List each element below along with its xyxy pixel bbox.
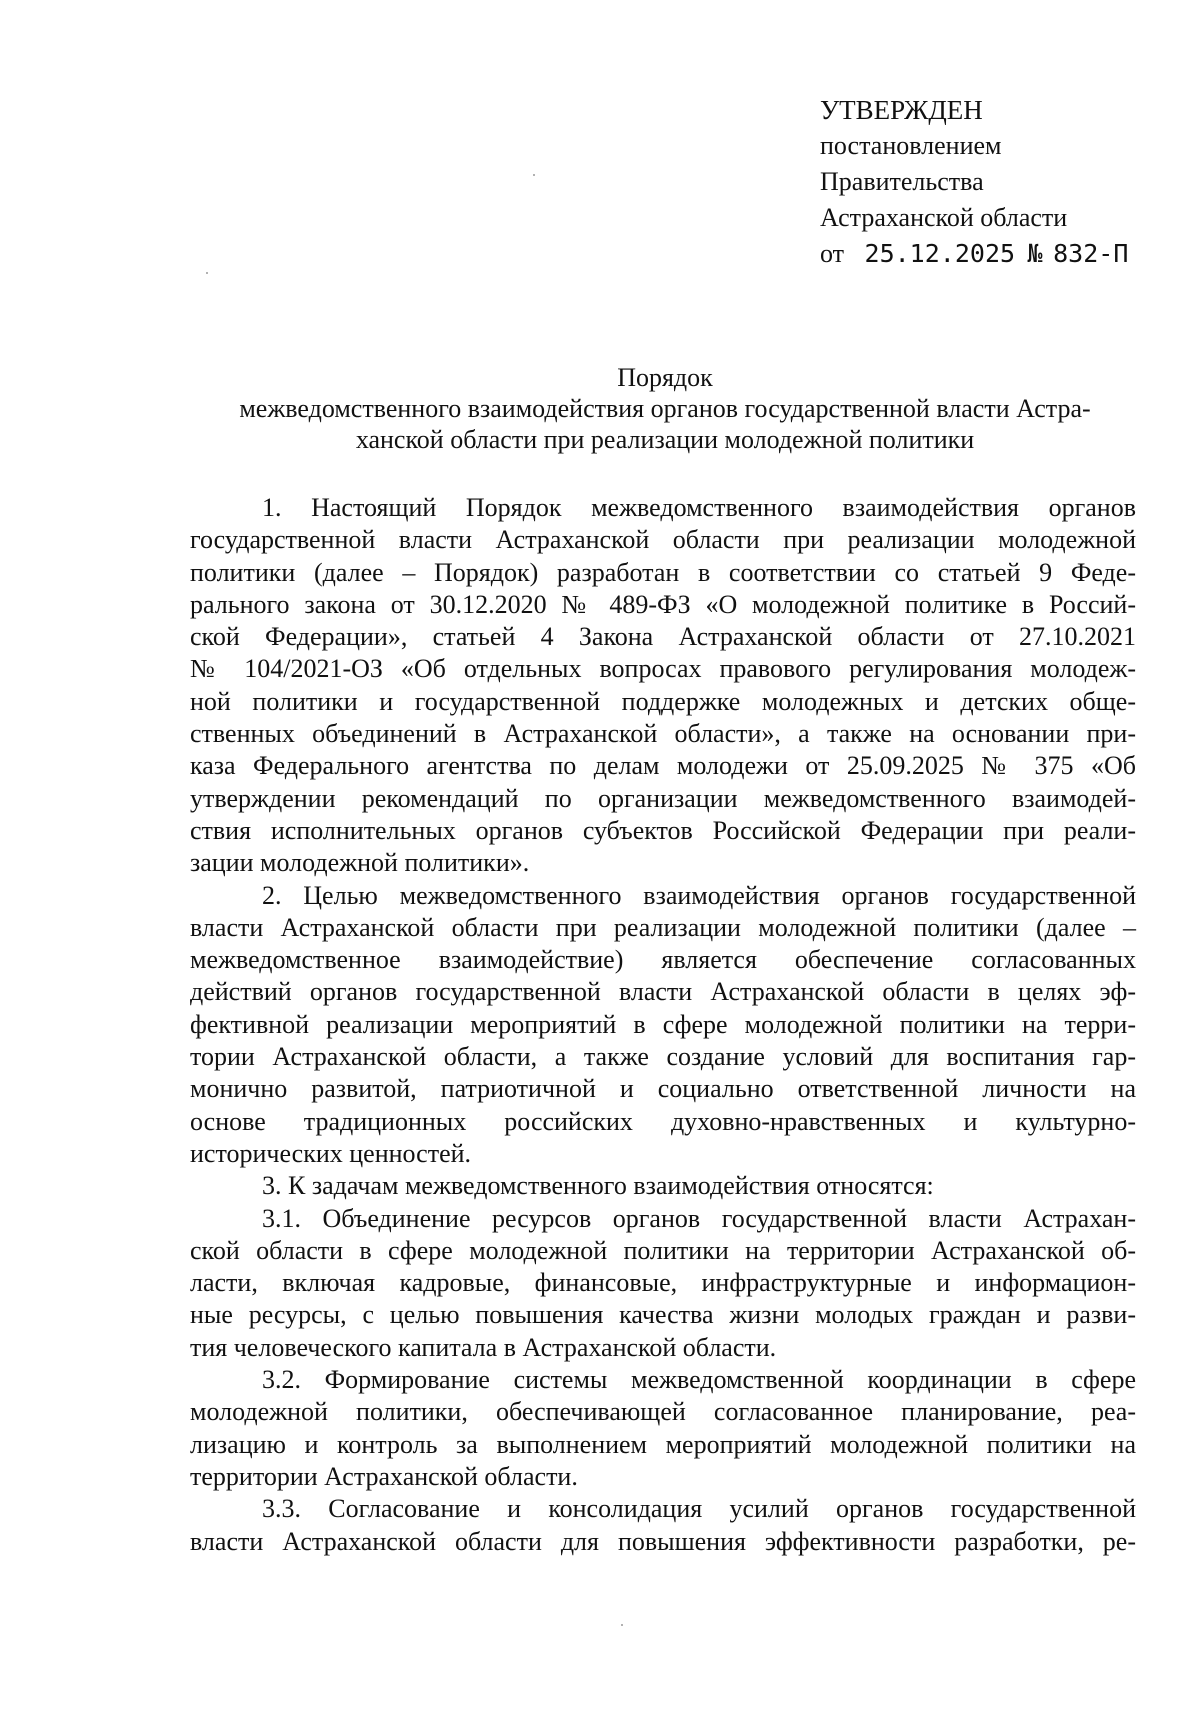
scan-speck (533, 174, 535, 176)
body-line: лизацию и контроль за выполнением мероприятий молодежной политики на (190, 1429, 1136, 1459)
scan-speck (621, 1624, 623, 1626)
approval-line-region: Астраханской области (820, 203, 1068, 232)
body-line: ласти, включая кадровые, финансовые, инфраструктурные и информацион- (190, 1268, 1136, 1298)
body-line: ственных объединений в Астраханской области», а также на основании при- (190, 719, 1136, 749)
body-line: ные ресурсы, с целью повышения качества жизни молодых граждан и разви- (190, 1300, 1136, 1330)
body-line: власти Астраханской области для повышения эффективности разработки, ре- (190, 1526, 1136, 1556)
body-line: 1. Настоящий Порядок межведомственного взаимодействия органов (262, 493, 1136, 522)
scan-speck (206, 272, 208, 274)
body-line: 3. К задачам межведомственного взаимодействия относятся: (262, 1171, 934, 1201)
body-line: рального закона от 30.12.2020 № 489-ФЗ «О молодежной политике в Россий- (190, 589, 1136, 619)
body-line: монично развитой, патриотичной и социально ответственной личности на (190, 1074, 1136, 1104)
approval-date-prefix: от (820, 239, 845, 268)
document-subtitle-line-2: ханской области при реализации молодежной политики (355, 425, 975, 454)
approval-line-resolution: постановлением (820, 131, 1002, 160)
body-line: действий органов государственной власти Астраханской области в целях эф- (190, 977, 1136, 1007)
body-line: государственной власти Астраханской области при реализации молодежной (190, 525, 1136, 555)
body-line: 2. Целью межведомственного взаимодействия органов государственной (262, 880, 1136, 910)
body-line: зации молодежной политики». (190, 848, 530, 878)
document-heading: Порядок (617, 363, 713, 392)
approval-date-line (820, 236, 1160, 272)
body-line: ной политики и государственной поддержке молодежных и детских обще- (190, 686, 1136, 716)
body-line: каза Федерального агентства по делам молодежи от 25.09.2025 № 375 «Об (190, 751, 1136, 781)
body-line: 3.2. Формирование системы межведомственной координации в сфере (262, 1365, 1136, 1395)
body-line: основе традиционных российских духовно-нравственных и культурно- (190, 1106, 1136, 1136)
body-line: тории Астраханской области, а также создание условий для воспитания гар- (190, 1042, 1136, 1072)
body-line: фективной реализации мероприятий в сфере молодежной политики на терри- (190, 1009, 1136, 1039)
approval-number-sign: № (1027, 239, 1043, 268)
body-line: утверждении рекомендаций по организации межведомственного взаимодей- (190, 783, 1136, 813)
approval-number: 832-П (1053, 239, 1129, 268)
approval-title: УТВЕРЖДЕН (820, 95, 983, 125)
document-title-block (190, 362, 1140, 455)
body-line: 3.1. Объединение ресурсов органов государственной власти Астрахан- (262, 1203, 1136, 1233)
body-line: ской области в сфере молодежной политики на территории Астраханской об- (190, 1235, 1136, 1265)
body-line: власти Астраханской области при реализации молодежной политики (далее – (190, 912, 1136, 942)
body-line: исторических ценностей. (190, 1138, 472, 1168)
document-subtitle-line-1: межведомственного взаимодействия органов государственной власти Астра- (239, 394, 1091, 423)
document-body (190, 492, 1136, 1558)
approval-line-government: Правительства (820, 167, 984, 196)
body-line: № 104/2021-ОЗ «Об отдельных вопросах правового регулирования молодеж- (190, 654, 1136, 684)
approval-date: 25.12.2025 (864, 239, 1016, 268)
approval-stamp (820, 92, 1160, 272)
body-line: ствия исполнительных органов субъектов Российской Федерации при реали- (190, 815, 1136, 845)
body-line: тия человеческого капитала в Астраханской области. (190, 1332, 777, 1362)
body-line: ской Федерации», статьей 4 Закона Астраханской области от 27.10.2021 (190, 622, 1136, 652)
body-line: территории Астраханской области. (190, 1461, 578, 1491)
body-line: политики (далее – Порядок) разработан в соответствии со статьей 9 Феде- (190, 557, 1136, 587)
body-line: молодежной политики, обеспечивающей согласованное планирование, реа- (190, 1397, 1136, 1427)
body-line: 3.3. Согласование и консолидация усилий органов государственной (262, 1494, 1136, 1524)
body-line: межведомственное взаимодействие) является обеспечение согласованных (190, 945, 1136, 975)
